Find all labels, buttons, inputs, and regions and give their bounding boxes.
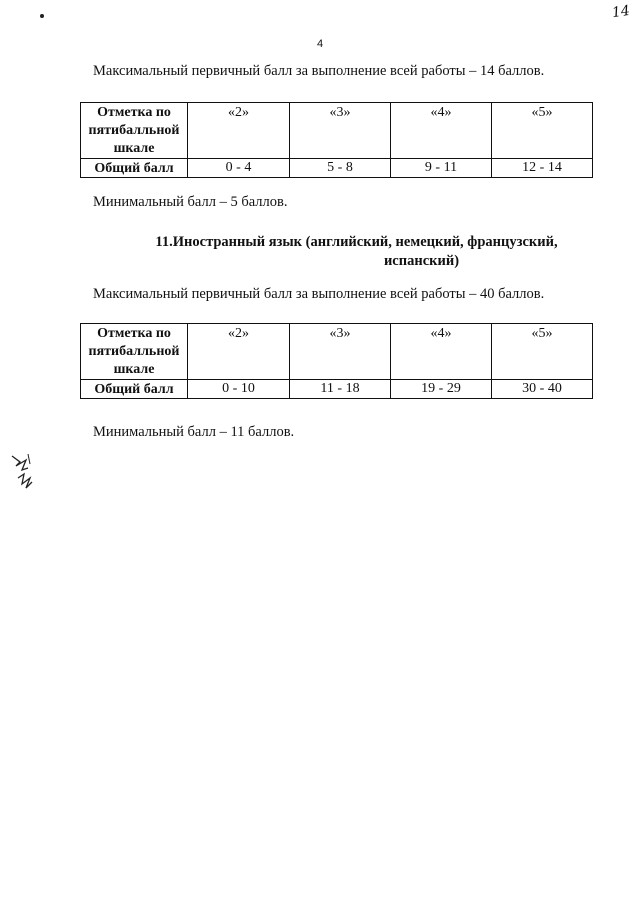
section1-max-score: Максимальный первичный балл за выполнение всей работы – 14 баллов.: [93, 63, 545, 79]
score-cell: 30 - 40: [492, 380, 593, 399]
section1-min-score: Минимальный балл – 5 баллов.: [93, 194, 288, 210]
section2-min-score: Минимальный балл – 11 баллов.: [93, 424, 295, 440]
section2-heading-line1: 11.Иностранный язык (английский, немецкий, французский,: [155, 234, 558, 250]
row-header-score: Общий балл: [81, 159, 188, 178]
section2-max-score: Максимальный первичный балл за выполнение всей работы – 40 баллов.: [93, 286, 545, 302]
table-row: [81, 103, 593, 159]
score-cell: 12 - 14: [492, 159, 593, 178]
grade-cell: «5»: [492, 324, 593, 380]
score-cell: 9 - 11: [391, 159, 492, 178]
score-cell: 0 - 4: [188, 159, 290, 178]
section2-grade-table: [80, 323, 593, 399]
row-header-grade: Отметка по пятибалльной шкале: [81, 324, 188, 380]
row-header-grade: Отметка по пятибалльной шкале: [81, 103, 188, 159]
handwritten-signature: [6, 448, 46, 498]
grade-cell: «5»: [492, 103, 593, 159]
score-cell: 0 - 10: [188, 380, 290, 399]
grade-cell: «2»: [188, 324, 290, 380]
score-cell: 19 - 29: [391, 380, 492, 399]
table-row: [81, 324, 593, 380]
grade-cell: «2»: [188, 103, 290, 159]
page-number: 4: [316, 38, 324, 50]
handwritten-page-mark: 14: [611, 2, 632, 22]
scan-speck: [40, 14, 44, 18]
grade-cell: «4»: [391, 324, 492, 380]
table-row: [81, 159, 593, 178]
grade-cell: «3»: [290, 103, 391, 159]
section2-heading-line2: испанский): [383, 253, 460, 269]
score-cell: 11 - 18: [290, 380, 391, 399]
section2-heading: [90, 233, 623, 271]
grade-cell: «3»: [290, 324, 391, 380]
row-header-score: Общий балл: [81, 380, 188, 399]
score-cell: 5 - 8: [290, 159, 391, 178]
table-row: [81, 380, 593, 399]
grade-cell: «4»: [391, 103, 492, 159]
section1-grade-table: [80, 102, 593, 178]
